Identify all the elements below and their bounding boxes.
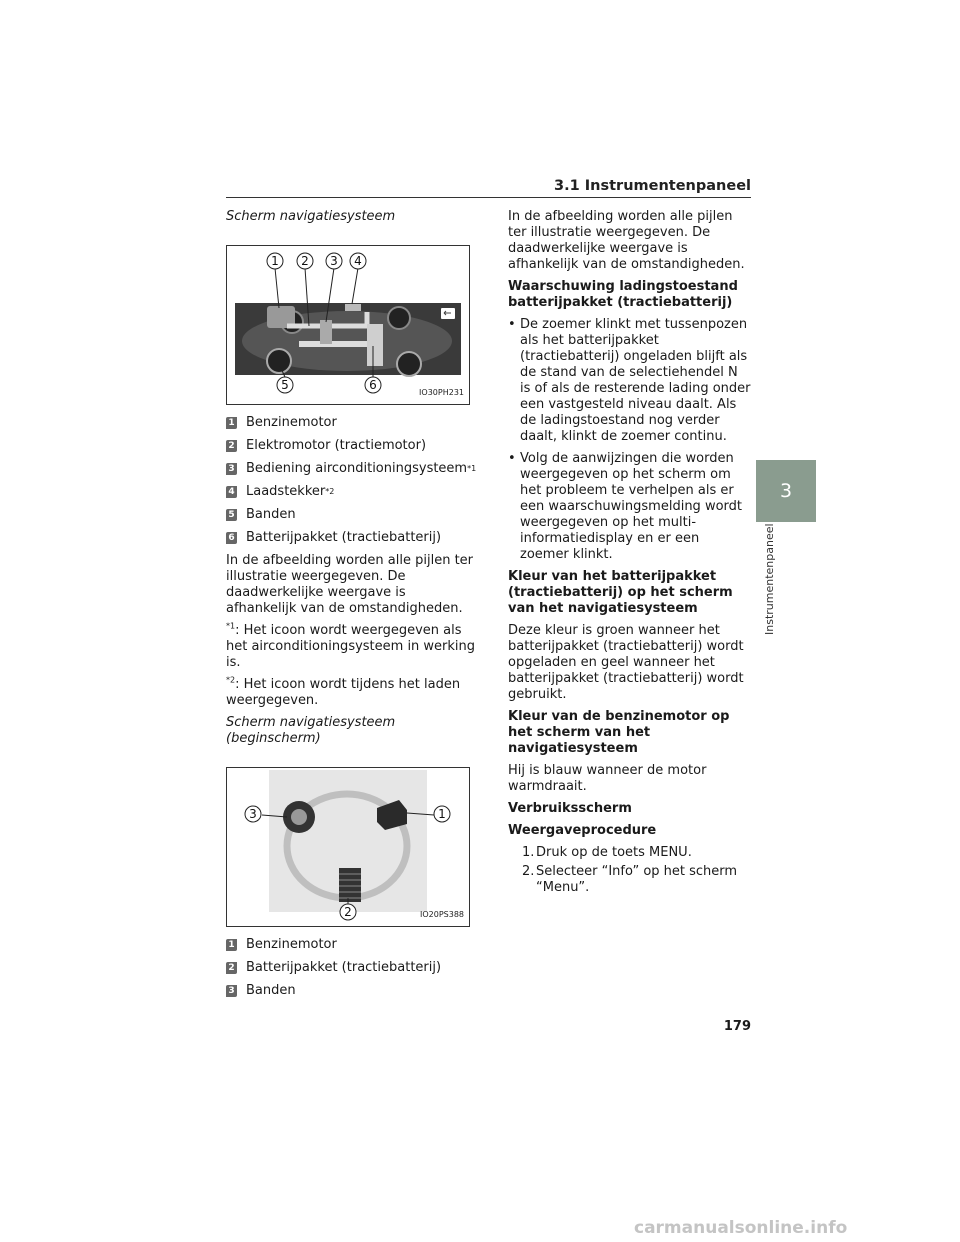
number-badge: 3 bbox=[226, 985, 237, 997]
heading-battery-warning: Waarschuwing ladingstoestand batterijpakket (tractiebatterij) bbox=[508, 279, 738, 310]
engine-color-text: Hij is blauw wanneer de motor warmdraait. bbox=[508, 763, 707, 794]
number-badge: 2 bbox=[226, 440, 237, 452]
legend-text: Laadstekker bbox=[246, 484, 326, 499]
figure2-code: IO20PS388 bbox=[419, 910, 464, 919]
legend-text: Banden bbox=[246, 983, 296, 998]
legend-item bbox=[226, 530, 478, 546]
callout-3: 3 bbox=[249, 807, 257, 821]
footnote-2: $^{*2}$: Het icoon wordt tijdens het laden weergegeven. bbox=[226, 675, 461, 708]
legend-item bbox=[226, 438, 478, 454]
figure-start-screen bbox=[226, 767, 470, 927]
legend-text: Bediening airconditioningsysteem bbox=[246, 461, 468, 476]
heading-procedure: Weergaveprocedure bbox=[508, 823, 657, 838]
figure-navigation-screen bbox=[226, 245, 470, 405]
number-badge: 3 bbox=[226, 463, 237, 475]
legend1 bbox=[226, 415, 478, 546]
callout-1: 1 bbox=[438, 807, 446, 821]
legend-item bbox=[226, 937, 478, 953]
callout-6: 6 bbox=[369, 378, 377, 392]
heading-engine-color: Kleur van de benzinemotor op het scherm van het navigatiesysteem bbox=[508, 709, 730, 756]
figure2-caption: Scherm navigatiesysteem (beginscherm) bbox=[226, 715, 396, 746]
bullet-item: • Volg de aanwijzingen die worden weergegeven op het scherm om het probleem te verhelpen als er een waarschuwingsmelding wordt weergegeven op het multi-informatiedisplay en er een zoemer klinkt. bbox=[508, 451, 742, 562]
callout-3: 3 bbox=[330, 254, 338, 268]
energy-flow-illustration bbox=[227, 246, 469, 404]
callout-5: 5 bbox=[281, 378, 289, 392]
number-badge: 6 bbox=[226, 532, 237, 544]
legend-item bbox=[226, 415, 478, 431]
footnote-1: $^{*1}$: Het icoon wordt weergegeven als het airconditioningsysteem in werking is. bbox=[226, 621, 476, 670]
start-screen-illustration bbox=[227, 768, 469, 926]
chapter-tab: 3 bbox=[756, 460, 816, 522]
left-column bbox=[226, 209, 478, 1006]
section-header: 3.1 Instrumentenpaneel bbox=[226, 178, 751, 198]
legend-text: Elektromotor (tractiemotor) bbox=[246, 438, 427, 453]
number-badge: 1 bbox=[226, 939, 237, 951]
legend-item bbox=[226, 960, 478, 976]
number-badge: 5 bbox=[226, 509, 237, 521]
legend-item bbox=[226, 983, 478, 999]
figure1-code: IO30PH231 bbox=[419, 388, 464, 397]
legend-text: Benzinemotor bbox=[246, 415, 337, 430]
legend-text: Banden bbox=[246, 507, 296, 522]
step-item: 1. Druk op de toets MENU. bbox=[522, 845, 692, 860]
callout-1: 1 bbox=[271, 254, 279, 268]
right-paragraph: In de afbeelding worden alle pijlen ter illustratie weergegeven. De daadwerkelijke weergave is afhankelijk van de omstandigheden. bbox=[508, 209, 745, 272]
legend-item bbox=[226, 507, 478, 523]
figure1-caption: Scherm navigatiesysteem bbox=[226, 209, 396, 224]
battery-color-text: Deze kleur is groen wanneer het batterijpakket (tractiebatterij) wordt opgeladen en geel wanneer het batterijpakket (tractiebatterij) wordt gebruikt. bbox=[508, 623, 744, 702]
heading-consumption: Verbruiksscherm bbox=[508, 801, 632, 816]
heading-battery-color: Kleur van het batterijpakket (tractiebatterij) op het scherm van het navigatiesysteem bbox=[508, 569, 733, 616]
chapter-label: Instrumentenpaneel bbox=[763, 523, 776, 635]
legend-item: 3 Bediening airconditioningsysteem *1 bbox=[226, 461, 478, 477]
left-paragraph: In de afbeelding worden alle pijlen ter illustratie weergegeven. De daadwerkelijke weergave is afhankelijk van de omstandigheden. bbox=[226, 553, 474, 616]
legend-text: Batterijpakket (tractiebatterij) bbox=[246, 960, 442, 975]
number-badge: 4 bbox=[226, 486, 237, 498]
callout-2: 2 bbox=[344, 905, 352, 919]
legend-text: Batterijpakket (tractiebatterij) bbox=[246, 530, 442, 545]
step-item: 2. Selecteer “Info” op het scherm “Menu”. bbox=[522, 864, 738, 895]
legend-item: 4 Laadstekker *2 bbox=[226, 484, 478, 500]
callout-4: 4 bbox=[354, 254, 362, 268]
legend2 bbox=[226, 937, 478, 999]
callout-2: 2 bbox=[301, 254, 309, 268]
right-column bbox=[508, 209, 752, 899]
watermark: carmanualsonline.info bbox=[634, 1218, 848, 1238]
number-badge: 2 bbox=[226, 962, 237, 974]
number-badge: 1 bbox=[226, 417, 237, 429]
page-number: 179 bbox=[723, 1019, 751, 1034]
bullet-item: • De zoemer klinkt met tussenpozen als het batterijpakket (tractiebatterij) ongeladen blijft als de stand van de selectiehendel N is of als de resterende lading onder een vastgesteld niveau daalt. Als de ladingstoestand nog verder daalt, klinkt de zoemer continu. bbox=[508, 317, 751, 444]
legend-text: Benzinemotor bbox=[246, 937, 337, 952]
